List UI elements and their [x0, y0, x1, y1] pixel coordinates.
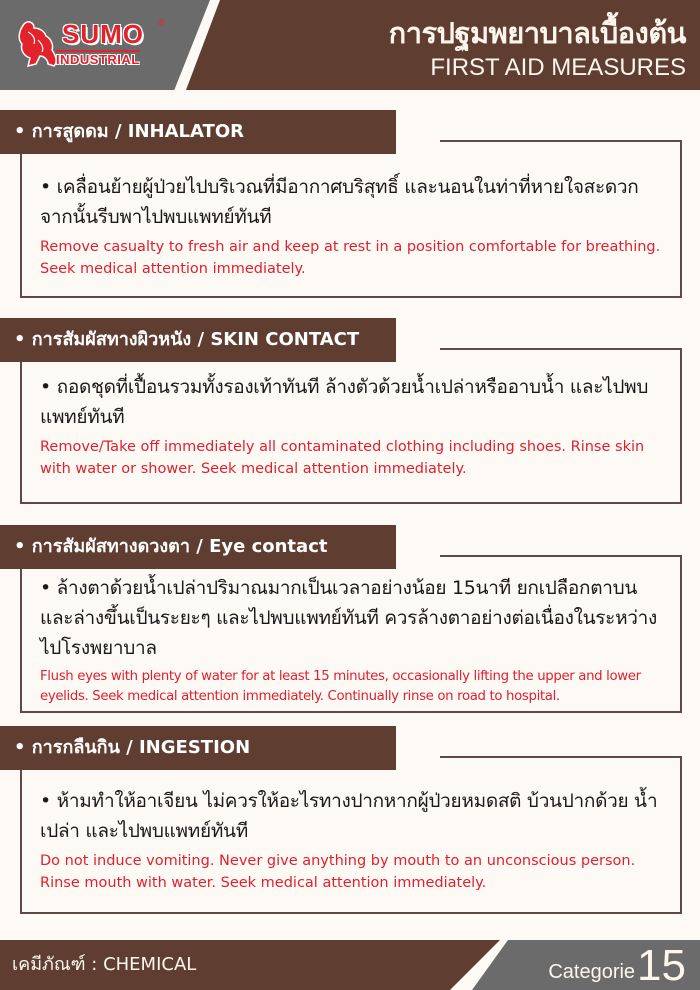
- section-heading: • การสูดดม / INHALATOR: [0, 110, 396, 154]
- section-content: [40, 786, 670, 894]
- section-skin-contact: [0, 329, 700, 504]
- section-eye-contact: [0, 536, 700, 713]
- english-instruction: Flush eyes with plenty of water for at least 15 minutes, occasionally lifting the upper and lower eyelids. Seek medical attention immediately. Continually rinse on road to hospital.: [40, 669, 641, 704]
- section-top-line: [440, 140, 682, 142]
- page-header: [0, 0, 700, 90]
- sumo-industrial-logo: [10, 18, 170, 74]
- section-top-line: [440, 555, 682, 557]
- section-ingestion: [0, 737, 700, 914]
- section-heading: • การกลืนกิน / INGESTION: [0, 726, 396, 770]
- section-inhalation: [0, 121, 700, 298]
- section-top-line: [440, 348, 682, 350]
- page-footer: [0, 940, 700, 990]
- thai-instruction: • ห้ามทำให้อาเจียน ไม่ควรให้อะไรทางปากหากผู้ป่วยหมดสติ บ้วนปากด้วย น้ำเปล่า และไปพบแพทย์ทันที: [40, 790, 658, 842]
- sumo-wrestler-icon: [14, 20, 60, 68]
- registered-mark: ®: [158, 18, 166, 29]
- page-title-thai: การปฐมพยาบาลเบื้องต้น: [388, 16, 686, 50]
- section-content: [40, 172, 670, 280]
- thai-instruction: • เคลื่อนย้ายผู้ป่วยไปบริเวณที่มีอากาศบริสุทธิ์ และนอนในท่าที่หายใจสะดวก จากนั้นรีบพาไปพบแพทย์ทันที: [40, 176, 639, 228]
- category-badge: [548, 940, 686, 990]
- logo-sub-text: INDUSTRIAL: [56, 52, 140, 67]
- thai-instruction: • ล้างตาด้วยน้ำเปล่าปริมาณมากเป็นเวลาอย่างน้อย 15นาที ยกเปลือกตาบน และล่างขึ้นเป็นระยะๆ และไปพบแพทย์ทันที ควรล้างตาอย่างต่อเนื่องในระหว่าง ไปโรงพยาบาล: [40, 577, 658, 659]
- category-label: Categorie: [548, 961, 636, 983]
- english-instruction: Remove casualty to fresh air and keep at rest in a position comfortable for breathing. Seek medical attention immediately.: [40, 239, 661, 277]
- english-instruction: Remove/Take off immediately all contaminated clothing including shoes. Rinse skin with water or shower. Seek medical attention immediately.: [40, 439, 645, 477]
- page-title-english: FIRST AID MEASURES: [430, 54, 686, 81]
- category-number: 15: [637, 941, 686, 990]
- section-heading: • การสัมผัสทางดวงตา / Eye contact: [0, 525, 396, 569]
- footer-chemical-label: เคมีภัณฑ์ : CHEMICAL: [12, 954, 197, 975]
- section-top-line: [440, 756, 682, 758]
- section-content: [40, 573, 670, 707]
- english-instruction: Do not induce vomiting. Never give anything by mouth to an unconscious person. Rinse mouth with water. Seek medical attention immediately.: [40, 853, 636, 891]
- section-content: [40, 372, 670, 480]
- section-heading: • การสัมผัสทางผิวหนัง / SKIN CONTACT: [0, 318, 396, 362]
- logo-brand-text: SUMO: [62, 19, 144, 49]
- thai-instruction: • ถอดชุดที่เปื้อนรวมทั้งรองเท้าทันที ล้างตัวด้วยน้ำเปล่าหรืออาบน้ำ และไปพบแพทย์ทันที: [40, 376, 649, 428]
